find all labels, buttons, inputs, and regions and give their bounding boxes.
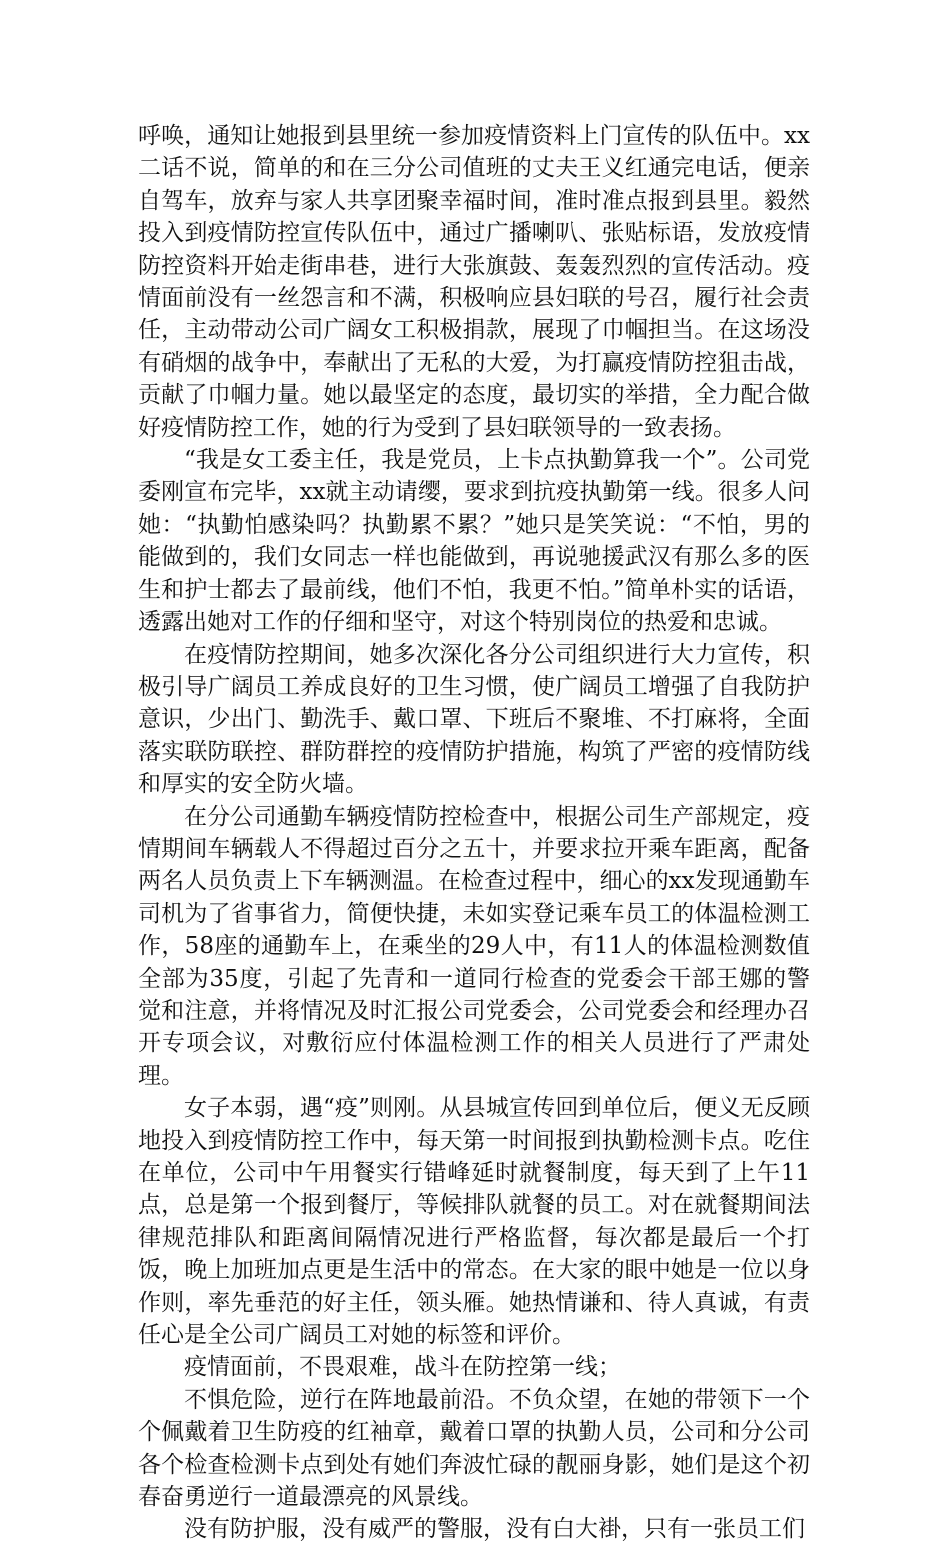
paragraph-7: 不惧危险，逆行在阵地最前沿。不负众望，在她的带领下一个个佩戴着卫生防疫的红袖章，戴着口罩的执勤人员，公司和分公司各个检查检测卡点到处有她们奔波忙碌的靓丽身影，她们是这个初春奋勇逆行一道最漂亮的风景线。 — [138, 1386, 810, 1511]
paragraph-4: 在分公司通勤车辆疫情防控检查中，根据公司生产部规定，疫情期间车辆载人不得超过百分之五十，并要求拉开乘车距离，配备两名人员负责上下车辆测温。在检查过程中，细心的xx发现通勤车司机为了省事省力，简便快捷，未如实登记乘车员工的体温检测工作，58座的通勤车上，在乘坐的29人中，有11人的体温检测数值全部为35度，引起了先青和一道同行检查的党委会干部王娜的警觉和注意，并将情况及时汇报公司党委会，公司党委会和经理办召开专项会议，对敷衍应付体温检测工作的相关人员进行了严肃处理。 — [138, 803, 810, 1089]
paragraph-5: 女子本弱，遇“疫”则刚。从县城宣传回到单位后，便义无反顾地投入到疫情防控工作中，每天第一时间报到执勤检测卡点。吃住在单位，公司中午用餐实行错峰延时就餐制度，每天到了上午11点，总是第一个报到餐厅，等候排队就餐的员工。对在就餐期间法律规范排队和距离间隔情况进行严格监督，每次都是最后一个打饭，晚上加班加点更是生活中的常态。在大家的眼中她是一位以身作则，率先垂范的好主任，领头雁。她热情谦和、待人真诚，有责任心是全公司广阔员工对她的标签和评价。 — [138, 1095, 810, 1349]
paragraph-2: “我是女工委主任，我是党员，上卡点执勤算我一个”。公司党委刚宣布完毕，xx就主动请缨，要求到抗疫执勤第一线。很多人问她：“执勤怕感染吗？执勤累不累？”她只是笑笑说：“不怕，男的能做到的，我们女同志一样也能做到，再说驰援武汉有那么多的医生和护士都去了最前线，他们不怕，我更不怕。”简单朴实的话语，透露出她对工作的仔细和坚守，对这个特别岗位的热爱和忠诚。 — [138, 447, 810, 636]
paragraph-6: 疫情面前，不畏艰难，战斗在防控第一线； — [184, 1354, 621, 1381]
paragraph-1: 呼唤，通知让她报到县里统一参加疫情资料上门宣传的队伍中。xx二话不说，简单的和在三分公司值班的丈夫王义红通完电话，便亲自驾车，放弃与家人共享团聚幸福时间，准时准点报到县里。毅然投入到疫情防控宣传队伍中，通过广播喇叭、张贴标语，发放疫情防控资料开始走街串巷，进行大张旗鼓、轰轰烈烈的宣传活动。疫情面前没有一丝怨言和不满，积极响应县妇联的号召，履行社会责任，主动带动公司广阔女工积极捐款，展现了巾帼担当。在这场没有硝烟的战争中，奉献出了无私的大爱，为打赢疫情防控狙击战，贡献了巾帼力量。她以最坚定的态度，最切实的举措，全力配合做好疫情防控工作，她的行为受到了县妇联领导的一致表扬。 — [138, 123, 810, 441]
document-page — [138, 120, 810, 1546]
paragraph-3: 在疫情防控期间，她多次深化各分公司组织进行大力宣传，积极引导广阔员工养成良好的卫生习惯，使广阔员工增强了自我防护意识，少出门、勤洗手、戴口罩、下班后不聚堆、不打麻将，全面落实联防联控、群防群控的疫情防护措施，构筑了严密的疫情防线和厚实的安全防火墙。 — [138, 641, 810, 798]
paragraph-8: 没有防护服，没有威严的警服，没有白大褂，只有一张员工们 — [184, 1516, 805, 1543]
